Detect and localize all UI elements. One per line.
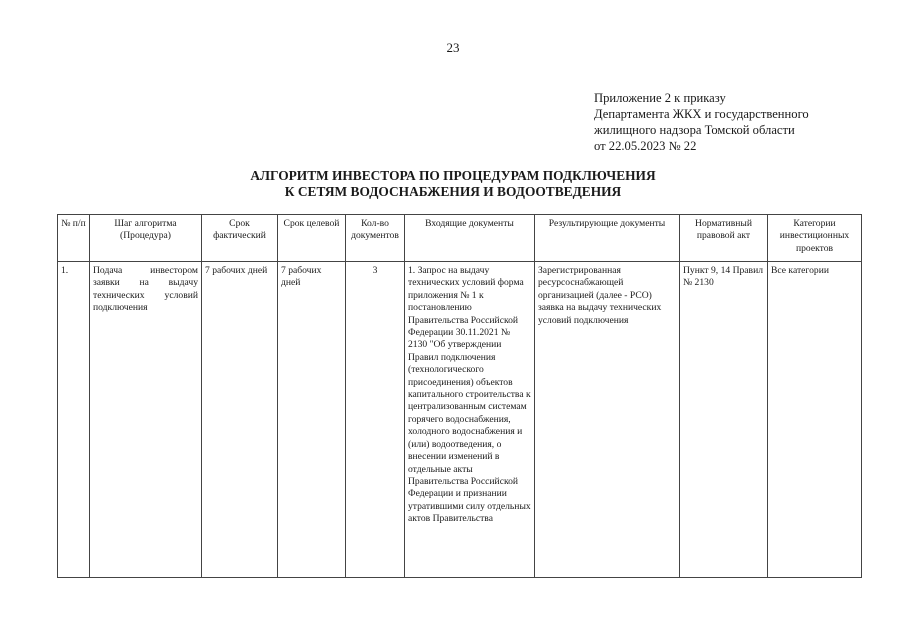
appendix-line: Приложение 2 к приказу: [594, 91, 726, 105]
header-categories: Категории инвестиционных проектов: [768, 215, 862, 262]
appendix-header: [594, 90, 894, 154]
cell-step: Подача инвестором заявки на выдачу технических условий подключения: [90, 262, 202, 578]
table-header-row: [58, 215, 862, 262]
document-title: [0, 168, 906, 200]
header-target-term: Срок целевой: [278, 215, 346, 262]
page-number: 23: [446, 40, 460, 55]
header-num: № п/п: [58, 215, 90, 262]
header-result-docs: Результирующие документы: [535, 215, 680, 262]
header-step: Шаг алгоритма (Процедура): [90, 215, 202, 262]
cell-result-docs: Зарегистрированная ресурсоснабжающей организацией (далее - РСО) заявка на выдачу технических условий подключения: [535, 262, 680, 578]
cell-actual-term: 7 рабочих дней: [202, 262, 278, 578]
appendix-line: от 22.05.2023 № 22: [594, 139, 697, 153]
cell-target-term: 7 рабочих дней: [278, 262, 346, 578]
title-line: К СЕТЯМ ВОДОСНАБЖЕНИЯ И ВОДООТВЕДЕНИЯ: [284, 184, 622, 199]
algorithm-table: [57, 214, 862, 578]
cell-legal-act: Пункт 9, 14 Правил № 2130: [680, 262, 768, 578]
title-line: АЛГОРИТМ ИНВЕСТОРА ПО ПРОЦЕДУРАМ ПОДКЛЮЧЕНИЯ: [250, 168, 656, 183]
cell-incoming-docs: 1. Запрос на выдачу технических условий форма приложения № 1 к постановлению Правительства Российской Федерации 30.11.2021 № 2130 "Об утверждении Правил подключения (технологического присоединения) объектов капитального строительства к централизованным системам горячего водоснабжения, холодного водоснабжения и (или) водоотведения, о внесении изменений в отдельные акты Правительства Российской Федерации и признании утратившими силу отдельных актов Правительства: [405, 262, 535, 578]
header-doc-count: Кол-во документов: [346, 215, 405, 262]
table-row: [58, 262, 862, 578]
cell-num: 1.: [58, 262, 90, 578]
header-legal-act: Нормативный правовой акт: [680, 215, 768, 262]
header-actual-term: Срок фактический: [202, 215, 278, 262]
appendix-line: Департамента ЖКХ и государственного: [594, 107, 809, 121]
header-incoming-docs: Входящие документы: [405, 215, 535, 262]
cell-doc-count: 3: [346, 262, 405, 578]
appendix-line: жилищного надзора Томской области: [594, 123, 795, 137]
cell-categories: Все категории: [768, 262, 862, 578]
